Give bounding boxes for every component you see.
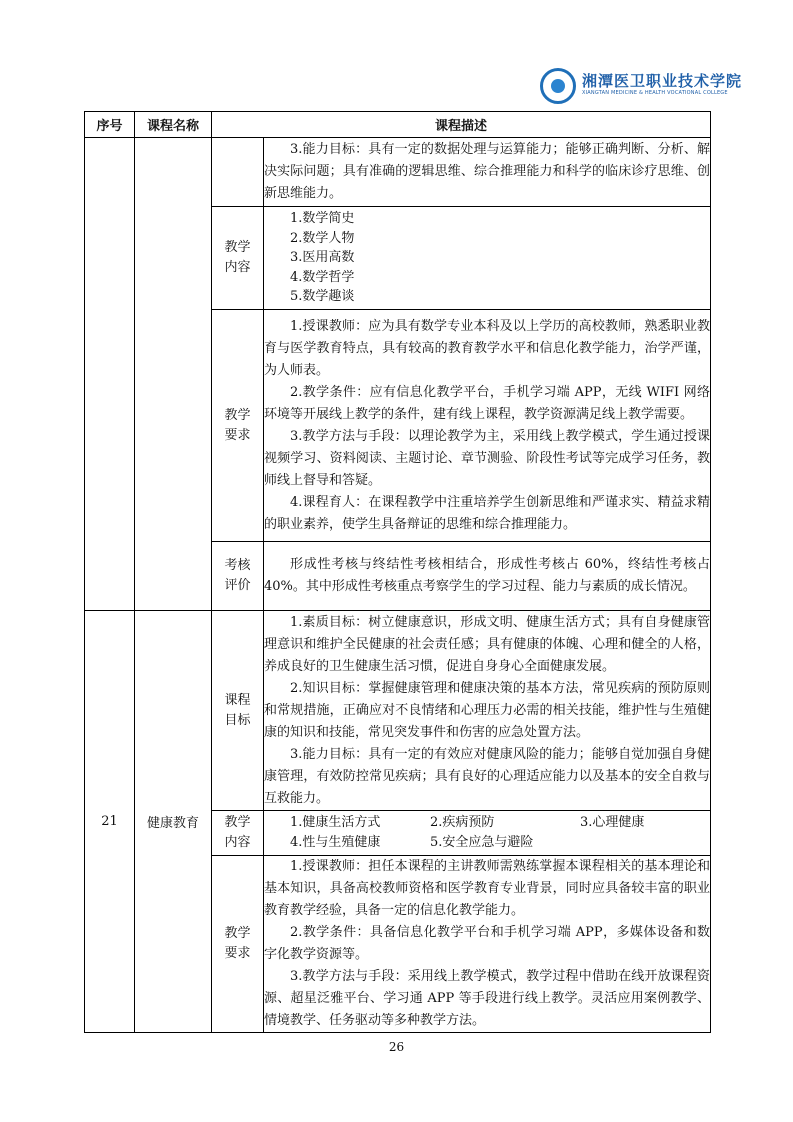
list-item: 2.数学人物 xyxy=(290,230,355,246)
evaluation-cell xyxy=(264,542,711,611)
requirement-item: 4.课程育人：在课程教学中注重培养学生创新思维和严谨求实、精益求精的职业素养，使学生具备辩证的思维和综合推理能力。 xyxy=(264,494,711,532)
logo-name-cn: 湘潭医卫职业技术学院 xyxy=(582,72,743,90)
page-number: 26 xyxy=(388,1040,405,1054)
course-name: 健康教育 xyxy=(135,611,212,1033)
logo-emblem xyxy=(540,68,576,104)
requirement-item: 2.教学条件：具备信息化教学平台和手机学习端 APP，多媒体设备和数字化教学资源等。 xyxy=(264,925,711,962)
goal-item: 2.知识目标：掌握健康管理和健康决策的基本方法，常见疾病的预防原则和常规措施，正确应对不良情绪和心理压力必需的相关技能，维护性与生殖健康的知识和技能，常见突发事件和伤害的应急处置方法。 xyxy=(264,680,711,740)
prev-goal-cell xyxy=(264,138,711,207)
requirement-item: 3.教学方法与手段：采用线上教学模式，教学过程中借助在线开放课程资源、超星泛雅平台、学习通 APP 等手段进行线上教学。灵活应用案例教学、情境教学、任务驱动等多种教学方法。 xyxy=(264,969,711,1028)
logo-name-en: XIANGTAN MEDICINE & HEALTH VOCATIONAL COLLEGE xyxy=(582,90,728,96)
requirement-item: 1.授课教师：担任本课程的主讲教师需熟练掌握本课程相关的基本理论和基本知识，具备高校教师资格和医学教育专业背景，同时应具备较丰富的职业教育教学经验，具备一定的信息化教学能力。 xyxy=(264,859,711,918)
list-item: 1.数学简史 xyxy=(290,211,355,227)
goal-item: 3.能力目标：具有一定的有效应对健康风险的能力；能够自觉加强自身健康管理，有效防控常见疾病；具有良好的心理适应能力以及基本的安全自救与互救能力。 xyxy=(264,746,711,806)
list-item: 4.性与生殖健康 xyxy=(290,835,381,850)
goal-cell xyxy=(264,611,711,811)
goal-item: 1.素质目标：树立健康意识，形成文明、健康生活方式；具有自身健康管理意识和维护全民健康的社会责任感；具有健康的体魄、心理和健全的人格，养成良好的卫生健康生活习惯，促进自身身心全面健康发展。 xyxy=(264,614,711,674)
table-row xyxy=(85,138,711,207)
requirement-cell xyxy=(264,310,711,542)
requirement-item: 3.教学方法与手段：以理论教学为主，采用线上教学模式，学生通过授课视频学习、资料阅读、主题讨论、章节测验、阶段性考试等完成学习任务，教师线上督导和答疑。 xyxy=(264,428,711,488)
content-cell xyxy=(264,207,711,310)
requirement-cell-21 xyxy=(264,856,711,1033)
prev-goal-label xyxy=(212,138,264,207)
header-course-name: 课程名称 xyxy=(135,112,212,138)
content-cell-21 xyxy=(264,811,711,856)
course-no: 21 xyxy=(85,611,135,1033)
list-item: 3.心理健康 xyxy=(580,815,645,830)
list-item: 5.数学趣谈 xyxy=(290,289,355,305)
ability-goal-text: 3.能力目标：具有一定的数据处理与运算能力；能够正确判断、分析、解决实际问题；具有准确的逻辑思维、综合推理能力和科学的临床诊疗思维、创新思维能力。 xyxy=(264,142,711,201)
header-course-desc: 课程描述 xyxy=(212,112,711,138)
evaluation-text: 形成性考核与终结性考核相结合，形成性考核占 60%，终结性考核占 40%。其中形成性考核重点考察学生的学习过程、能力与素质的成长情况。 xyxy=(264,557,711,594)
requirement-label-21: 教学要求 xyxy=(212,856,264,1033)
requirement-item: 2.教学条件：应有信息化教学平台，手机学习端 APP，无线 WIFI 网络环境等开展线上教学的条件，建有线上课程，教学资源满足线上教学需要。 xyxy=(264,384,711,422)
list-item: 1.健康生活方式 xyxy=(290,815,381,830)
list-item: 2.疾病预防 xyxy=(430,815,495,830)
list-item: 3.医用高数 xyxy=(290,250,355,266)
content-label-21: 教学内容 xyxy=(212,811,264,856)
goal-label: 课程目标 xyxy=(212,611,264,811)
course-table xyxy=(84,111,711,1033)
requirement-label: 教学要求 xyxy=(212,310,264,542)
requirement-item: 1.授课教师：应为具有数学专业本科及以上学历的高校教师，熟悉职业教育与医学教育特点，具有较高的教育教学水平和信息化教学能力，治学严谨，为人师表。 xyxy=(264,318,711,378)
prev-course-no xyxy=(85,138,135,611)
table-row xyxy=(85,611,711,811)
college-logo xyxy=(540,68,743,106)
prev-course-name xyxy=(135,138,212,611)
header-no: 序号 xyxy=(85,112,135,138)
content-label: 教学内容 xyxy=(212,207,264,310)
table-header-row xyxy=(85,112,711,138)
list-item: 5.安全应急与避险 xyxy=(430,835,534,850)
evaluation-label: 考核评价 xyxy=(212,542,264,611)
list-item: 4.数学哲学 xyxy=(290,269,355,285)
